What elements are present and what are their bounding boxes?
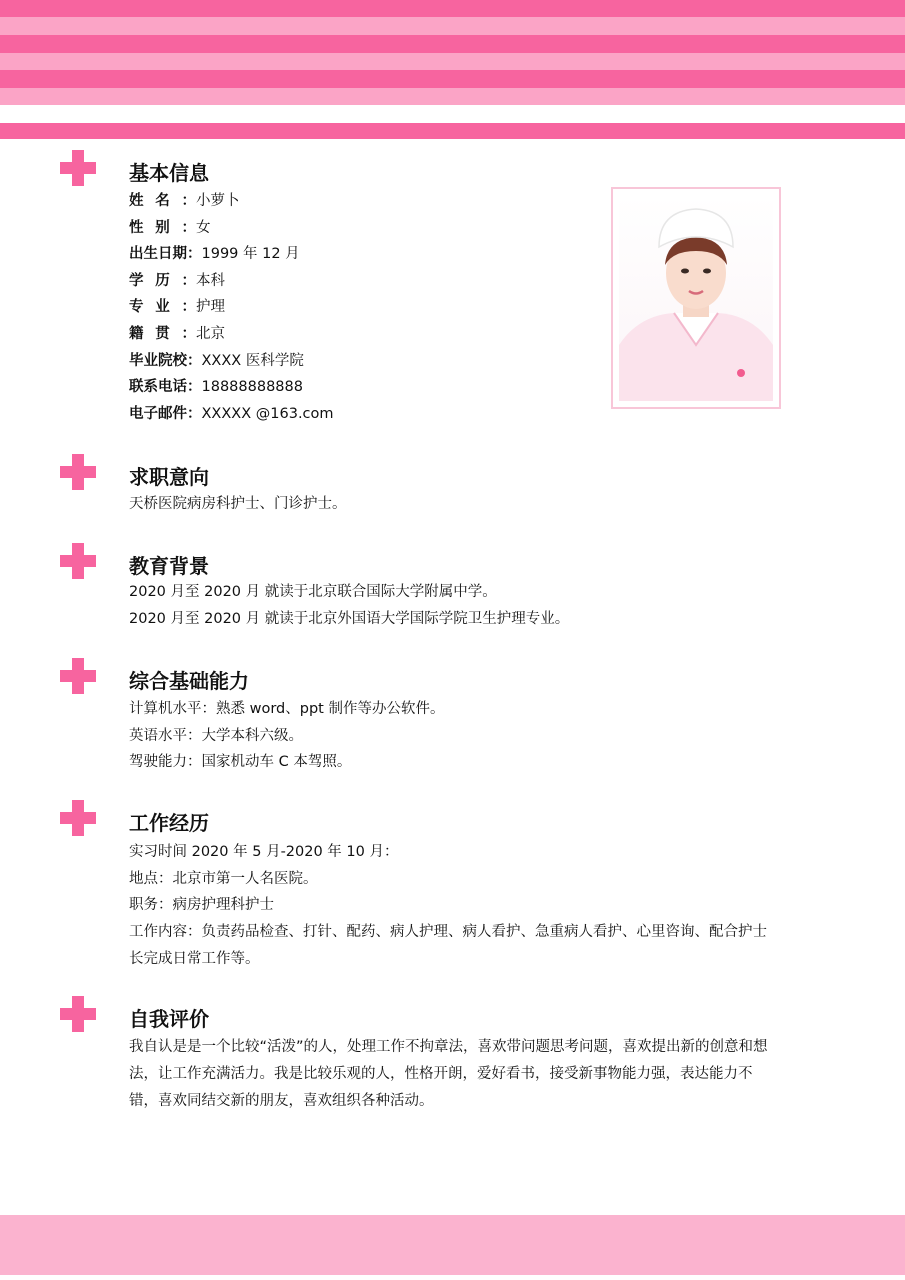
- info-label: 籍贯：: [129, 325, 196, 342]
- header-stripe: [0, 17, 905, 35]
- profile-photo-frame: [611, 187, 781, 409]
- intent-text: 天桥医院病房科护士、门诊护士。: [129, 496, 347, 512]
- header-stripe: [0, 70, 905, 88]
- section-title: 求职意向: [129, 465, 209, 489]
- info-label: 联系电话：: [129, 379, 202, 396]
- footer-band: [0, 1215, 905, 1275]
- education-item: 2020 月至 2020 月 就读于北京联合国际大学附属中学。: [129, 584, 497, 600]
- info-label: 专业：: [129, 299, 196, 316]
- header-stripe: [0, 88, 905, 105]
- plus-cross-icon: [60, 658, 96, 694]
- work-item: 地点：北京市第一人名医院。: [129, 870, 318, 887]
- header-divider-stripe: [0, 123, 905, 139]
- nurse-portrait-illustration: [619, 195, 773, 401]
- info-value: XXXX 医科学院: [201, 352, 304, 369]
- section-title: 综合基础能力: [129, 669, 249, 693]
- plus-cross-icon: [60, 454, 96, 490]
- info-label: 学历：: [129, 272, 196, 289]
- info-value: 1999 年 12 月: [201, 246, 300, 263]
- work-list: [129, 839, 789, 973]
- info-label: 姓名：: [129, 193, 196, 209]
- header-stripe: [0, 53, 905, 70]
- education-list: [129, 579, 789, 632]
- info-label: 毕业院校：: [129, 352, 202, 369]
- info-value: 北京: [196, 325, 225, 342]
- self-evaluation-text: 我自认是是一个比较“活泼”的人，处理工作不拘章法，喜欢带问题思考问题，喜欢提出新的创意和想法，让工作充满活力。我是比较乐观的人，性格开朗，爱好看书，接受新事物能力强，表达能力不错，喜欢同结交新的朋友，喜欢组织各种活动。: [129, 1039, 768, 1109]
- info-label: 电子邮件：: [129, 405, 202, 422]
- plus-cross-icon: [60, 543, 96, 579]
- info-value: 女: [196, 219, 211, 236]
- skills-list: [129, 696, 789, 776]
- info-value: 护理: [196, 299, 225, 316]
- info-value: XXXXX @163.com: [201, 405, 334, 422]
- plus-cross-icon: [60, 150, 96, 186]
- self-evaluation-block: [129, 1034, 789, 1115]
- info-value: 小萝卜: [196, 193, 240, 209]
- skill-item: 英语水平：大学本科六级。: [129, 727, 303, 744]
- info-value: 18888888888: [201, 379, 303, 396]
- info-label: 出生日期：: [129, 246, 202, 263]
- profile-photo: [619, 195, 773, 401]
- header-stripe: [0, 0, 905, 17]
- work-content: 工作内容：负责药品检查、打针、配药、病人护理、病人看护、急重病人看护、心里咨询、配合护士长完成日常工作等。: [129, 923, 767, 967]
- section-title: 基本信息: [129, 161, 209, 185]
- work-item: 职务：病房护理科护士: [129, 897, 274, 914]
- plus-cross-icon: [60, 800, 96, 836]
- skill-item: 计算机水平：熟悉 word、ppt 制作等办公软件。: [129, 701, 445, 717]
- education-item: 2020 月至 2020 月 就读于北京外国语大学国际学院卫生护理专业。: [129, 610, 570, 627]
- info-value: 本科: [196, 272, 225, 289]
- work-item: 实习时间 2020 年 5 月-2020 年 10 月：: [129, 844, 399, 860]
- skill-item: 驾驶能力：国家机动车 C 本驾照。: [129, 754, 352, 771]
- header-stripe: [0, 35, 905, 53]
- section-title: 工作经历: [129, 811, 209, 835]
- intent-text-block: [129, 491, 789, 518]
- section-title: 自我评价: [129, 1007, 209, 1031]
- plus-cross-icon: [60, 996, 96, 1032]
- info-label: 性别：: [129, 219, 196, 236]
- section-title: 教育背景: [129, 554, 209, 578]
